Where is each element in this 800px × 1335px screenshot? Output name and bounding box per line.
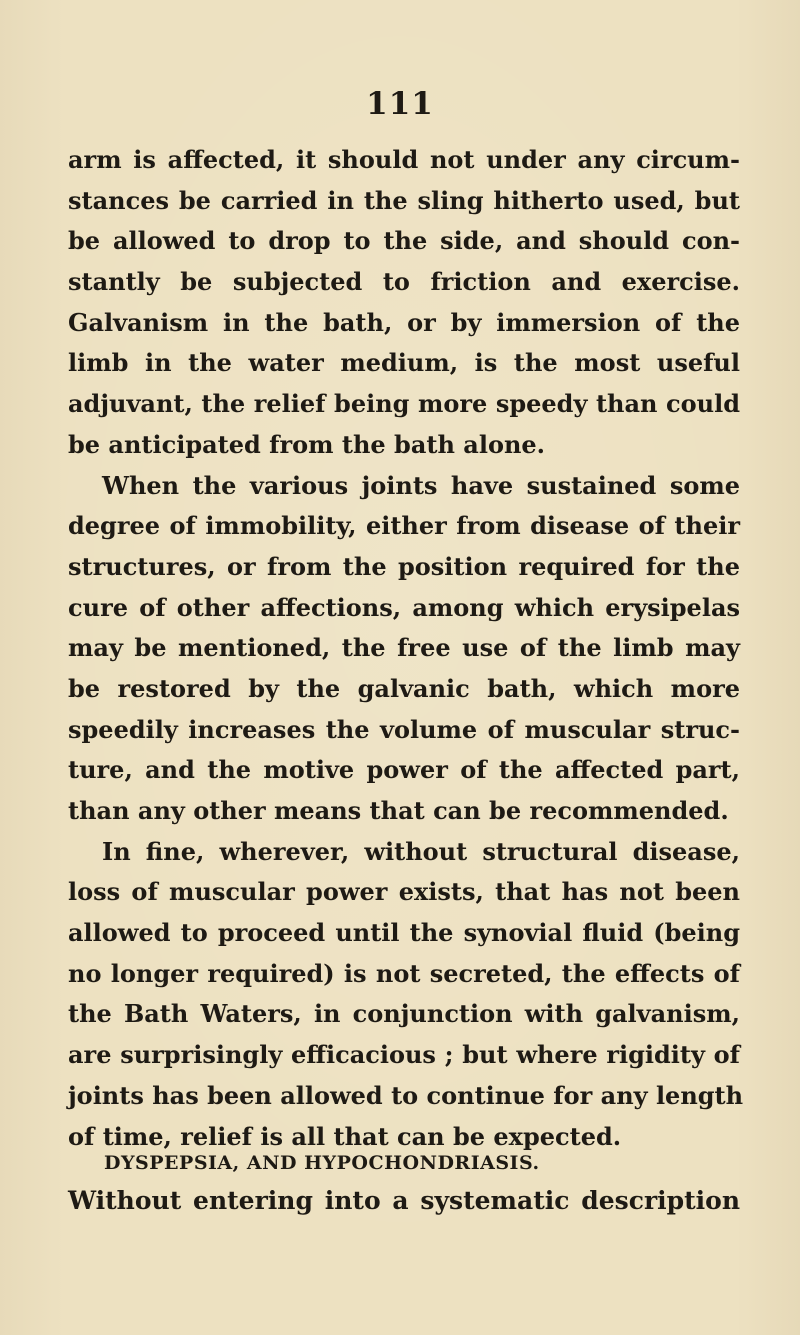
text-line: be restored by the galvanic bath, which more — [68, 673, 740, 703]
text-line: of time, relief is all that can be expected. — [68, 1121, 622, 1151]
text-line: allowed to proceed until the synovial fluid (being — [68, 918, 740, 948]
text-line: speedily increases the volume of muscular struc- — [68, 714, 740, 744]
text-line: adjuvant, the relief being more speedy than could — [68, 389, 740, 419]
text-line: no longer required) is not secreted, the effects of — [68, 958, 740, 988]
paragraph-start-line: In fine, wherever, without structural disease, — [102, 836, 740, 866]
page-number: 111 — [366, 86, 434, 122]
paragraph-start-line: When the various joints have sustained some — [102, 470, 740, 500]
body-text — [68, 140, 744, 1157]
text-line: Without entering into a systematic description — [68, 1186, 740, 1215]
text-line: may be mentioned, the free use of the limb may — [68, 633, 740, 663]
text-line: loss of muscular power exists, that has not been — [68, 877, 740, 907]
section-heading: DYSPEPSIA, AND HYPOCHONDRIASIS. — [104, 1152, 540, 1174]
text-line: be anticipated from the bath alone. — [68, 429, 546, 459]
text-line: limb in the water medium, is the most useful — [68, 348, 740, 378]
body-text-continued — [68, 1180, 740, 1222]
text-line: are surprisingly efficacious ; but where rigidity of — [68, 1040, 740, 1070]
text-line: the Bath Waters, in conjunction with galvanism, — [68, 999, 740, 1029]
text-line: stances be carried in the sling hitherto used, but — [68, 185, 740, 215]
text-line: degree of immobility, either from disease of their — [68, 511, 740, 541]
text-line: ture, and the motive power of the affected part, — [68, 755, 740, 785]
text-line: joints has been allowed to continue for any length — [68, 1080, 744, 1110]
text-line: Galvanism in the bath, or by immersion of the — [68, 307, 740, 337]
text-line: structures, or from the position required for the — [68, 551, 740, 581]
text-line: than any other means that can be recommended. — [68, 796, 729, 825]
text-line: cure of other affections, among which erysipelas — [68, 592, 740, 622]
text-line: be allowed to drop to the side, and should con- — [68, 226, 740, 256]
text-line: stantly be subjected to friction and exercise. — [68, 267, 740, 297]
text-line: arm is affected, it should not under any circum- — [68, 145, 740, 174]
